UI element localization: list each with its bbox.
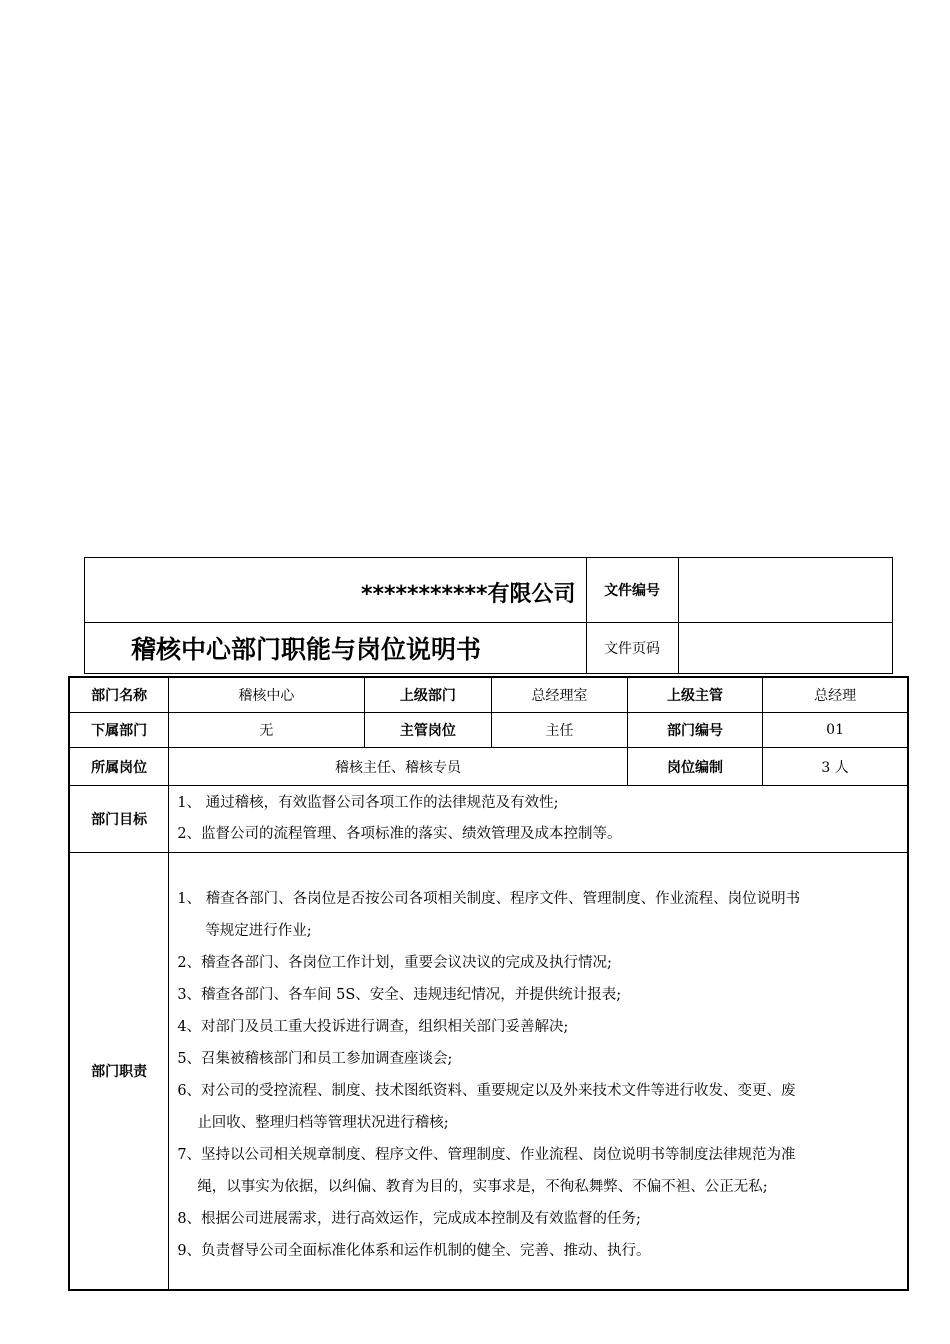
sub-dept-value: 无 — [169, 713, 364, 748]
dept-name-label: 部门名称 — [69, 677, 169, 713]
duties-list — [169, 853, 908, 1291]
duties-label: 部门职责 — [69, 853, 169, 1291]
positions-value: 稽核主任、稽核专员 — [169, 748, 627, 786]
table-row — [69, 748, 908, 786]
document-header-table — [84, 557, 893, 674]
dept-name-value: 稽核中心 — [169, 677, 364, 713]
goals-list — [169, 786, 908, 853]
supervisor-value: 总经理 — [763, 677, 908, 713]
supervisor-label: 上级主管 — [627, 677, 762, 713]
positions-label: 所属岗位 — [69, 748, 169, 786]
doc-page-label: 文件页码 — [586, 623, 678, 674]
document-title: 稽核中心部门职能与岗位说明书 — [85, 623, 587, 674]
doc-page-value — [678, 623, 892, 674]
department-info-table — [68, 676, 909, 1291]
headcount-label: 岗位编制 — [627, 748, 762, 786]
list-item: 1、 通过稽核，有效监督公司各项工作的法律规范及有效性; — [177, 795, 559, 811]
sub-dept-label: 下属部门 — [69, 713, 169, 748]
company-name: ***********有限公司 — [85, 558, 587, 623]
table-row — [69, 786, 908, 853]
parent-dept-label: 上级部门 — [364, 677, 492, 713]
head-position-label: 主管岗位 — [364, 713, 492, 748]
headcount-value: 3 人 — [763, 748, 908, 786]
dept-code-value: 01 — [763, 713, 908, 748]
list-item: 4、对部门及员工重大投诉进行调查，组织相关部门妥善解决; — [177, 1019, 569, 1035]
list-item: 绳，以事实为依据，以纠偏、教育为目的，实事求是，不徇私舞弊、不偏不袒、公正无私; — [197, 1179, 768, 1195]
table-row — [69, 853, 908, 1291]
list-item: 8、根据公司进展需求，进行高效运作，完成成本控制及有效监督的任务; — [177, 1211, 641, 1227]
doc-number-value — [678, 558, 892, 623]
goals-label: 部门目标 — [69, 786, 169, 853]
table-row — [69, 677, 908, 713]
doc-number-label: 文件编号 — [586, 558, 678, 623]
list-item: 9、负责督导公司全面标准化体系和运作机制的健全、完善、推动、执行。 — [177, 1243, 651, 1259]
list-item: 5、召集被稽核部门和员工参加调查座谈会; — [177, 1051, 453, 1067]
head-position-value: 主任 — [492, 713, 627, 748]
list-item: 止回收、整理归档等管理状况进行稽核; — [197, 1115, 449, 1131]
list-item: 6、对公司的受控流程、制度、技术图纸资料、重要规定以及外来技术文件等进行收发、变更、废 — [177, 1083, 796, 1099]
table-row — [69, 713, 908, 748]
list-item: 2、监督公司的流程管理、各项标准的落实、绩效管理及成本控制等。 — [177, 826, 622, 842]
list-item: 7、坚持以公司相关规章制度、程序文件、管理制度、作业流程、岗位说明书等制度法律规范为准 — [177, 1147, 796, 1163]
list-item: 2、稽查各部门、各岗位工作计划，重要会议决议的完成及执行情况; — [177, 955, 612, 971]
list-item: 1、 稽查各部门、各岗位是否按公司各项相关制度、程序文件、管理制度、作业流程、岗位说明书 — [177, 891, 801, 907]
list-item: 3、稽查各部门、各车间 5S、安全、违规违纪情况，并提供统计报表; — [177, 987, 622, 1003]
parent-dept-value: 总经理室 — [492, 677, 627, 713]
dept-code-label: 部门编号 — [627, 713, 762, 748]
list-item: 等规定进行作业; — [205, 923, 312, 939]
